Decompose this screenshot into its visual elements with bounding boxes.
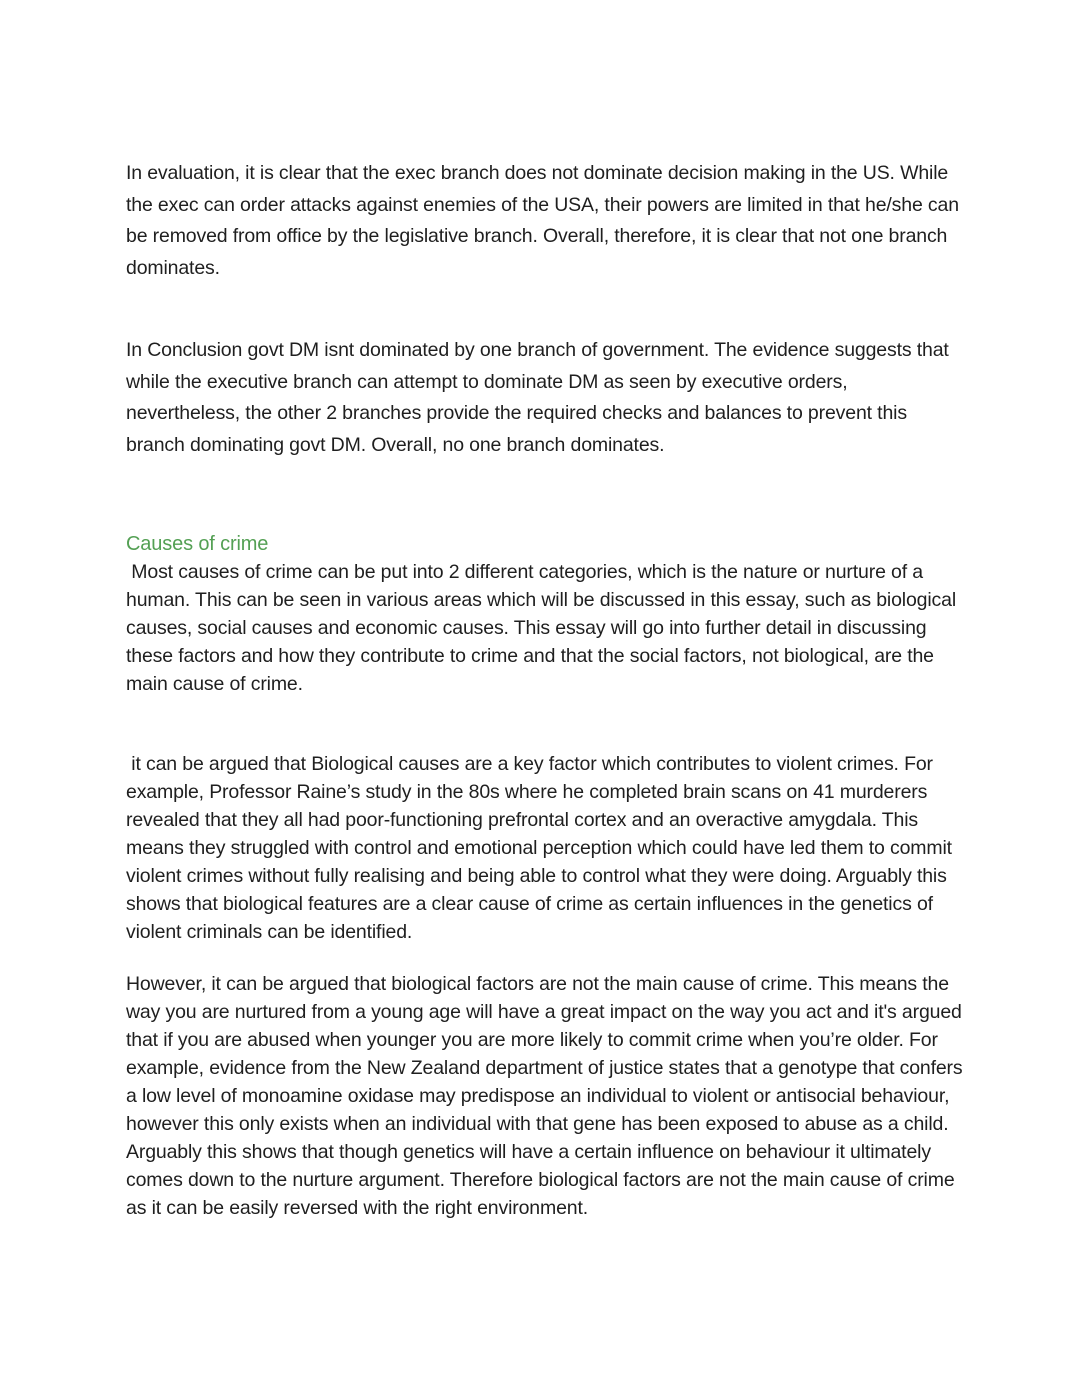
- essay-paragraph-evaluation: In evaluation, it is clear that the exec branch does not dominate decision making in the US. While the exec can order attacks against enemies of the USA, their powers are limited in that he/she can be removed from office by the legislative branch. Overall, therefore, it is clear that not one branch dominates.: [126, 162, 965, 280]
- heading-causes-of-crime: Causes of crime: [126, 532, 269, 555]
- essay-paragraph-causes-intro: Most causes of crime can be put into 2 different categories, which is the nature or nurture of a human. This can be seen in various areas which will be discussed in this essay, such as biological causes, social causes and economic causes. This essay will go into further detail in discussing these factors and how they contribute to crime and that the social factors, not biological, are the main cause of crime.: [126, 560, 962, 695]
- essay-paragraph-conclusion: In Conclusion govt DM isnt dominated by one branch of government. The evidence suggests that while the executive branch can attempt to dominate DM as seen by executive orders, nevertheless, the other 2 branches provide the required checks and balances to prevent this branch dominating govt DM. Overall, no one branch dominates.: [126, 338, 954, 456]
- essay-paragraph-biological: it can be argued that Biological causes are a key factor which contributes to violent crimes. For example, Professor Raine’s study in the 80s where he completed brain scans on 41 murderers revealed that they all had poor-functioning prefrontal cortex and an overactive amygdala. This means they struggled with control and emotional perception which could have led them to commit violent crimes without fully realising and being able to control what they were doing. Arguably this shows that biological features are a clear cause of crime as certain influences in the genetics of violent criminals can be identified.: [126, 752, 958, 943]
- essay-paragraph-nurture: However, it can be argued that biological factors are not the main cause of crime. This means the way you are nurtured from a young age will have a great impact on the way you act and it's argued that if you are abused when younger you are more likely to commit crime when you’re older. For example, evidence from the New Zealand department of justice states that a genotype that confers a low level of monoamine oxidase may predispose an individual to violent or antisocial behaviour, however this only exists when an individual with that gene has been exposed to abuse as a child. Arguably this shows that though genetics will have a certain influence on behaviour it ultimately comes down to the nurture argument. Therefore biological factors are not the main cause of crime as it can be easily reversed with the right environment.: [126, 972, 968, 1219]
